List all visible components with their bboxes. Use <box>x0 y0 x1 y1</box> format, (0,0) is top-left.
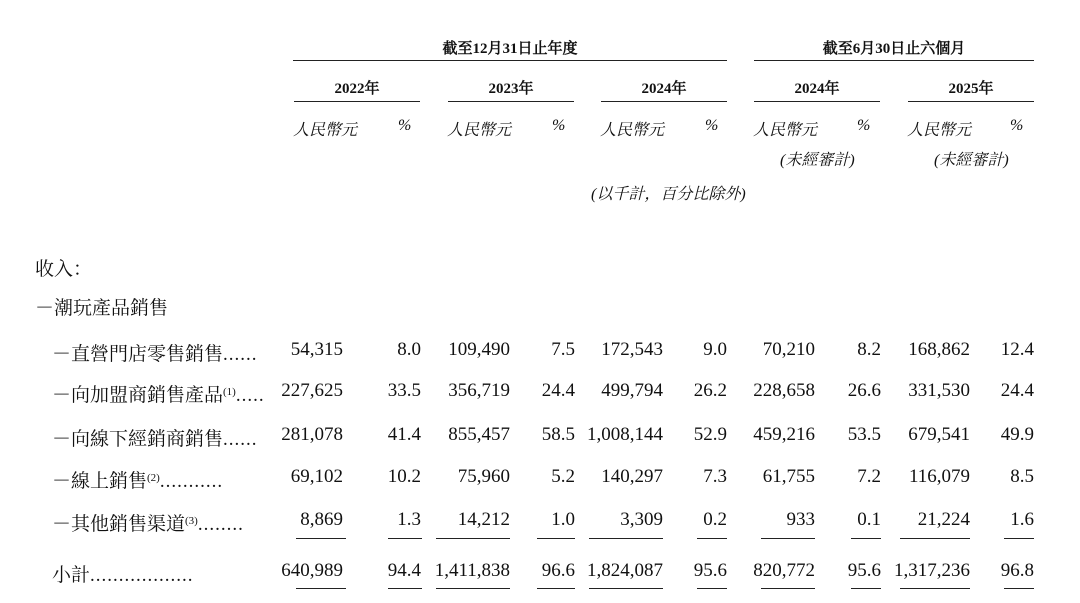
table-cell: 69,102 <box>290 466 343 487</box>
unaudited-note: (未經審計) <box>934 152 1009 169</box>
table-cell: 61,755 <box>762 466 815 487</box>
subtotal-underline <box>697 588 727 589</box>
table-cell: 7.2 <box>857 466 881 487</box>
group-underline-fiscal-year <box>293 60 727 61</box>
table-cell: 116,079 <box>908 466 970 487</box>
subtotal-underline <box>761 588 815 589</box>
section-title-revenue: 收入： <box>35 259 93 280</box>
table-cell: 1,824,087 <box>587 560 663 581</box>
table-cell: 58.5 <box>541 424 575 445</box>
column-underline <box>296 538 346 539</box>
table-cell: 0.1 <box>857 509 881 530</box>
year-header-2024-h1: 2024年 <box>794 81 840 97</box>
subtotal-underline <box>900 588 970 589</box>
table-cell: 10.2 <box>387 466 421 487</box>
table-cell: 356,719 <box>448 380 510 401</box>
unaudited-note: (未經審計) <box>780 152 855 169</box>
column-underline <box>761 538 815 539</box>
table-cell: 54,315 <box>290 339 343 360</box>
year-header-2023: 2023年 <box>488 81 534 97</box>
year-underline <box>448 101 574 102</box>
table-cell: 70,210 <box>762 339 815 360</box>
year-underline <box>754 101 880 102</box>
year-underline <box>601 101 727 102</box>
row-label <box>52 424 258 451</box>
group-title-six-months: 截至6月30日止六個月 <box>822 41 966 57</box>
table-cell: 24.4 <box>541 380 575 401</box>
leader-dots: .................. <box>90 565 194 586</box>
table-cell: 41.4 <box>387 424 421 445</box>
year-header-2025-h1: 2025年 <box>948 81 994 97</box>
table-cell: 933 <box>786 509 815 530</box>
table-cell: 8,869 <box>300 509 343 530</box>
table-cell: 1.6 <box>1010 509 1034 530</box>
percent-label: % <box>705 117 719 134</box>
column-underline <box>1004 538 1034 539</box>
table-cell: 7.3 <box>703 466 727 487</box>
table-cell: 168,862 <box>908 339 970 360</box>
table-cell: 12.4 <box>1000 339 1034 360</box>
table-cell: 21,224 <box>917 509 970 530</box>
footnote-ref: (1) <box>223 386 236 398</box>
table-cell: 5.2 <box>551 466 575 487</box>
percent-label: % <box>398 117 412 134</box>
table-cell: 1,008,144 <box>587 424 663 445</box>
table-cell: 26.6 <box>847 380 881 401</box>
currency-label: 人民幣元 <box>907 122 972 139</box>
table-cell: 3,309 <box>620 509 663 530</box>
table-cell: 95.6 <box>693 560 727 581</box>
table-cell: 9.0 <box>703 339 727 360</box>
percent-label: % <box>1010 117 1024 134</box>
subtotal-label <box>52 560 194 587</box>
row-label-text: －線上銷售 <box>52 471 148 492</box>
currency-label: 人民幣元 <box>600 122 665 139</box>
table-cell: 820,772 <box>753 560 815 581</box>
table-cell: 8.2 <box>857 339 881 360</box>
subsection-title: －潮玩產品銷售 <box>35 298 169 319</box>
column-underline <box>851 538 881 539</box>
row-label <box>52 466 223 493</box>
table-cell: 172,543 <box>601 339 663 360</box>
table-cell: 8.5 <box>1010 466 1034 487</box>
table-cell: 52.9 <box>693 424 727 445</box>
table-cell: 855,457 <box>448 424 510 445</box>
column-underline <box>589 538 663 539</box>
table-cell: 75,960 <box>457 466 510 487</box>
table-cell: 640,989 <box>281 560 343 581</box>
currency-label: 人民幣元 <box>447 122 512 139</box>
table-cell: 281,078 <box>281 424 343 445</box>
footnote-ref: (2) <box>147 472 160 484</box>
table-cell: 499,794 <box>601 380 663 401</box>
leader-dots: ........ <box>197 514 244 535</box>
table-cell: 1.3 <box>397 509 421 530</box>
table-cell: 228,658 <box>753 380 815 401</box>
table-cell: 331,530 <box>908 380 970 401</box>
currency-label: 人民幣元 <box>293 122 358 139</box>
subtotal-underline <box>296 588 346 589</box>
table-cell: 1,411,838 <box>434 560 510 581</box>
column-underline <box>697 538 727 539</box>
column-underline <box>388 538 422 539</box>
leader-dots: ...... <box>223 344 258 365</box>
subtotal-underline <box>851 588 881 589</box>
row-label-text: 小計 <box>52 565 91 586</box>
subtotal-underline <box>1004 588 1034 589</box>
year-header-2022: 2022年 <box>334 81 380 97</box>
unit-note: (以千計，百分比除外) <box>591 186 746 203</box>
table-cell: 227,625 <box>281 380 343 401</box>
row-label-text: －向加盟商銷售產品 <box>52 385 224 406</box>
table-cell: 1,317,236 <box>894 560 970 581</box>
table-cell: 7.5 <box>551 339 575 360</box>
group-underline-six-months <box>754 60 1034 61</box>
table-cell: 49.9 <box>1000 424 1034 445</box>
column-underline <box>900 538 970 539</box>
table-cell: 679,541 <box>908 424 970 445</box>
year-underline <box>294 101 420 102</box>
table-cell: 53.5 <box>847 424 881 445</box>
table-cell: 24.4 <box>1000 380 1034 401</box>
table-cell: 140,297 <box>601 466 663 487</box>
group-title-fiscal-year: 截至12月31日止年度 <box>442 41 578 57</box>
footnote-ref: (3) <box>185 515 198 527</box>
table-cell: 95.6 <box>847 560 881 581</box>
row-label <box>52 339 258 366</box>
year-header-2024: 2024年 <box>641 81 687 97</box>
subtotal-underline <box>589 588 663 589</box>
subtotal-underline <box>388 588 422 589</box>
currency-label: 人民幣元 <box>753 122 818 139</box>
table-cell: 26.2 <box>693 380 727 401</box>
table-cell: 8.0 <box>397 339 421 360</box>
table-cell: 14,212 <box>457 509 510 530</box>
table-cell: 94.4 <box>387 560 421 581</box>
row-label-text: －向線下經銷商銷售 <box>52 429 224 450</box>
leader-dots: ..... <box>235 385 265 406</box>
column-underline <box>436 538 510 539</box>
table-cell: 33.5 <box>387 380 421 401</box>
column-underline <box>537 538 575 539</box>
year-underline <box>908 101 1034 102</box>
table-cell: 1.0 <box>551 509 575 530</box>
leader-dots: ...... <box>223 429 258 450</box>
table-cell: 109,490 <box>448 339 510 360</box>
leader-dots: ........... <box>159 471 224 492</box>
row-label <box>52 509 244 536</box>
table-cell: 96.6 <box>541 560 575 581</box>
table-cell: 459,216 <box>753 424 815 445</box>
row-label-text: －其他銷售渠道 <box>52 514 186 535</box>
table-cell: 0.2 <box>703 509 727 530</box>
subtotal-underline <box>537 588 575 589</box>
percent-label: % <box>552 117 566 134</box>
subtotal-underline <box>436 588 510 589</box>
percent-label: % <box>857 117 871 134</box>
table-cell: 96.8 <box>1000 560 1034 581</box>
row-label-text: －直營門店零售銷售 <box>52 344 224 365</box>
